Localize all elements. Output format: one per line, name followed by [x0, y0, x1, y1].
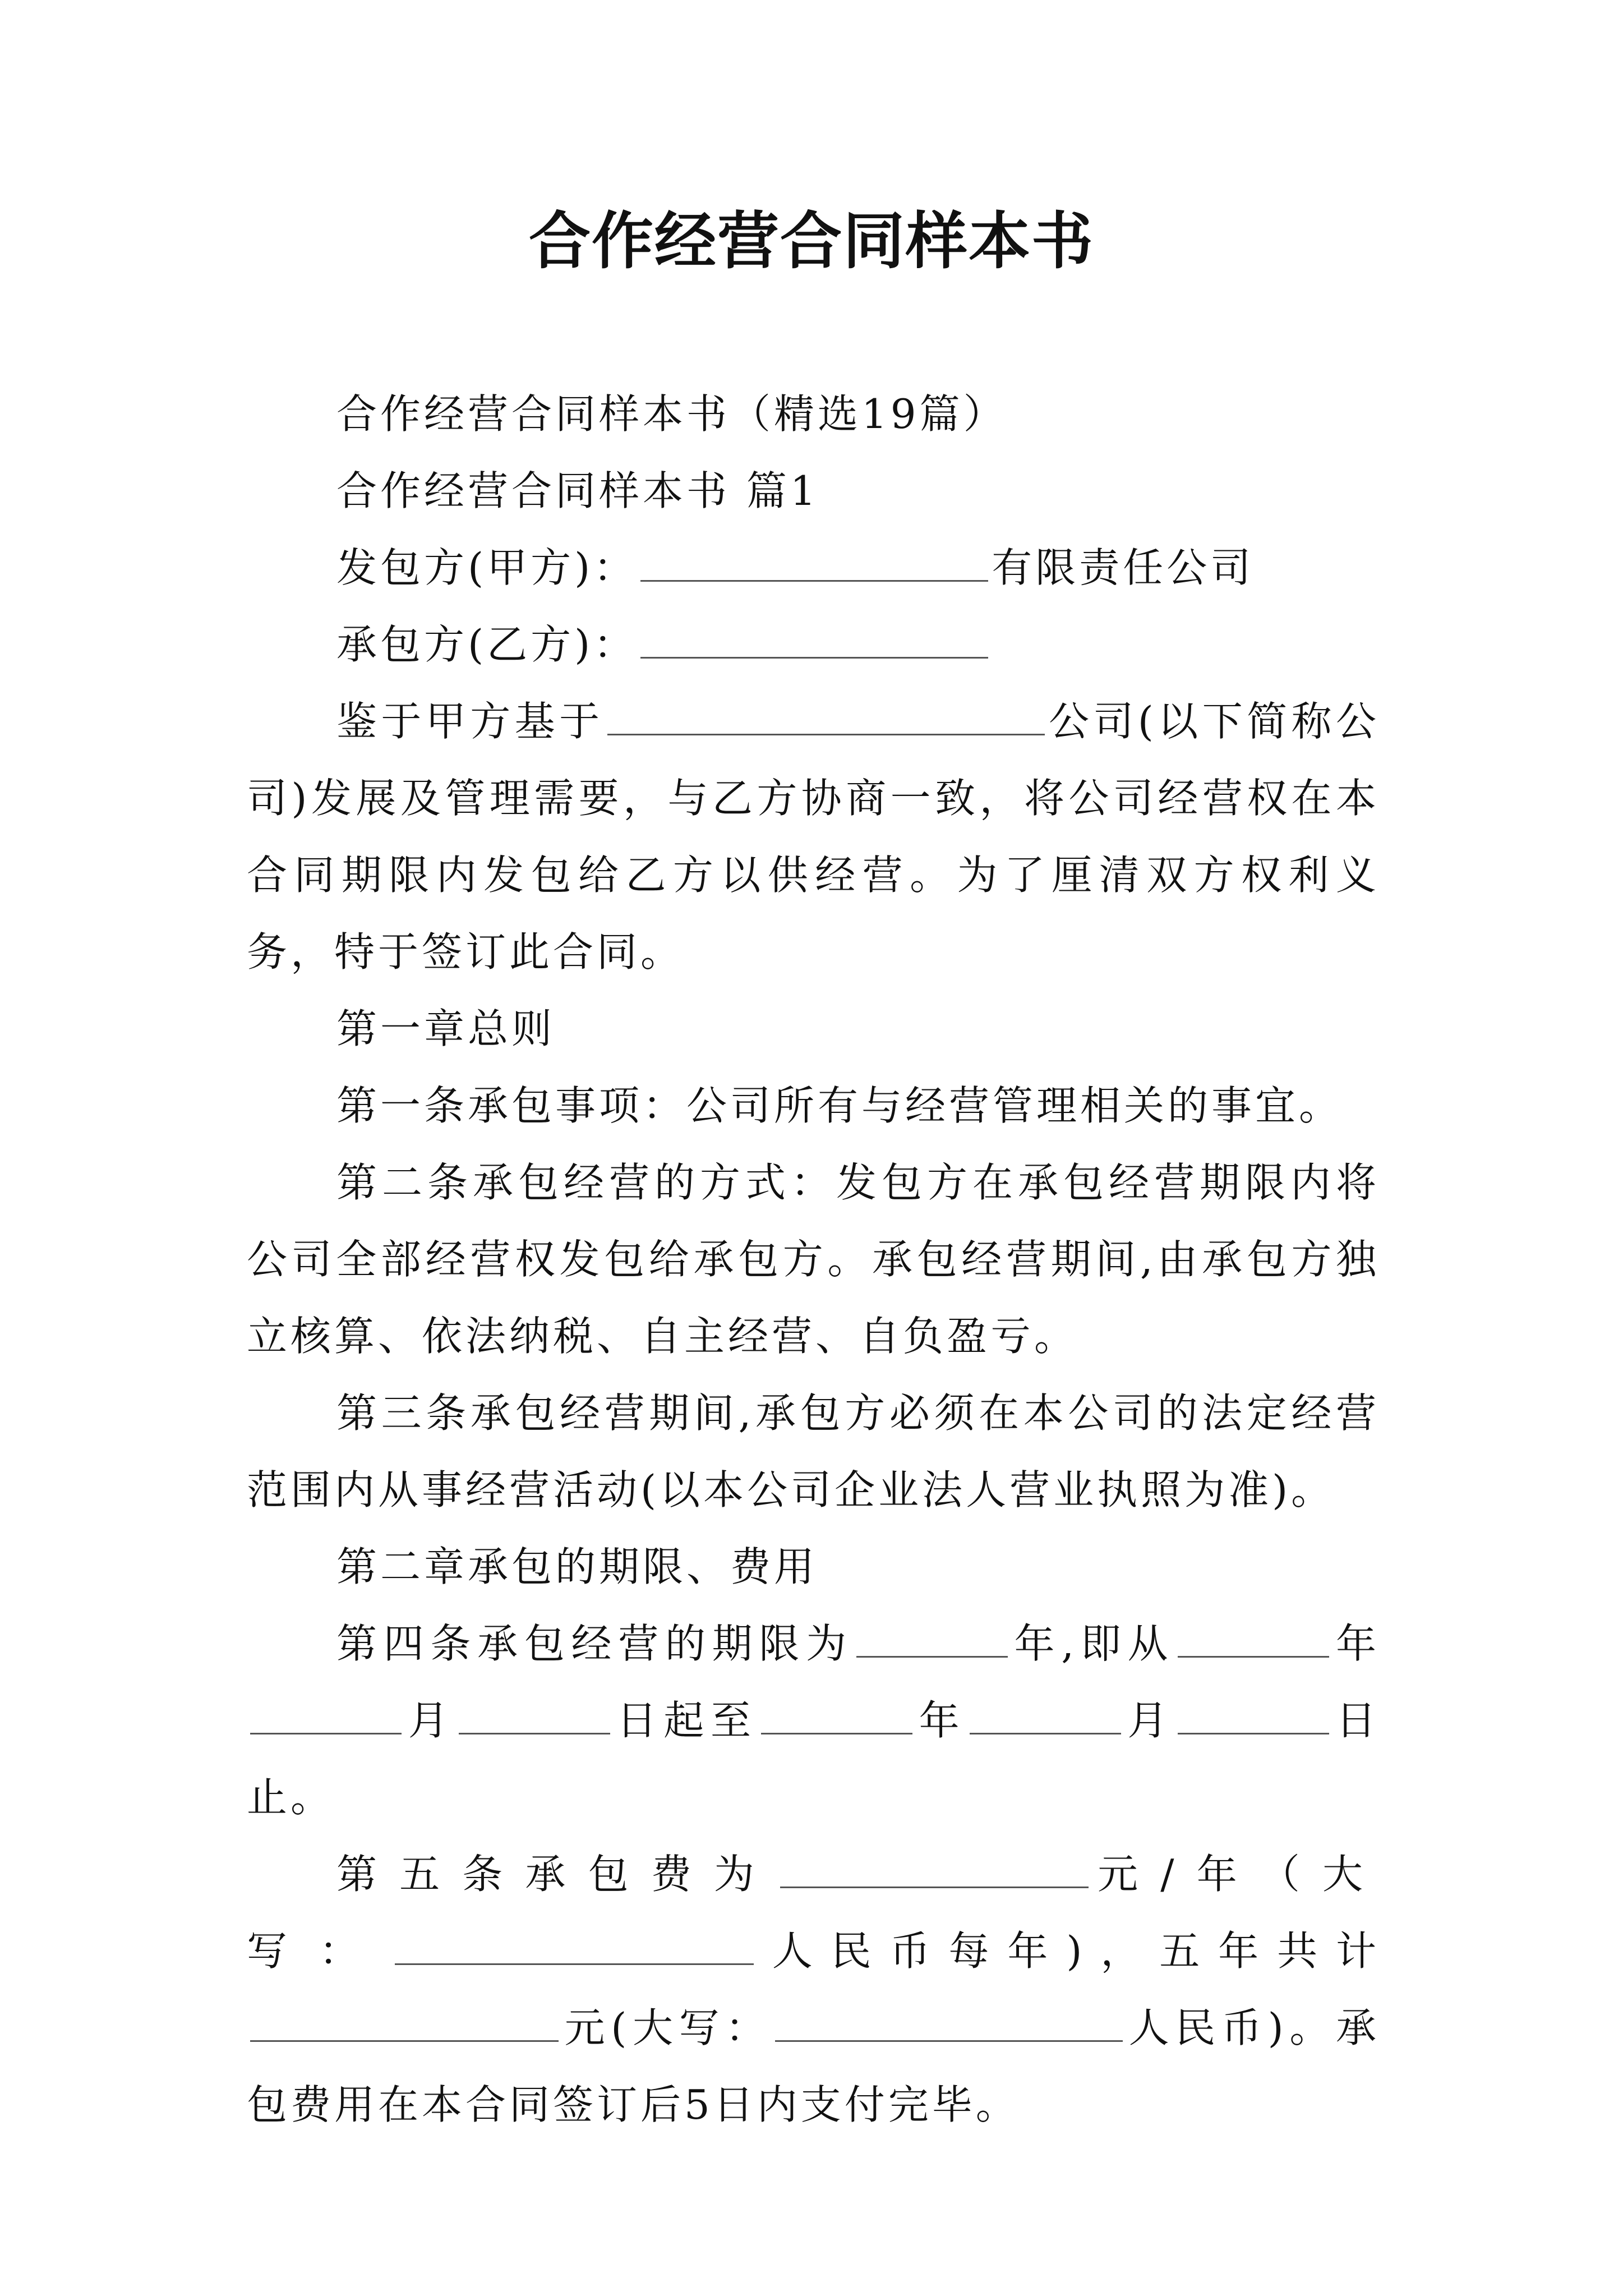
- party-a-line: [247, 530, 1380, 606]
- preamble-start: 鉴于甲方基于: [336, 698, 604, 745]
- party-b-label: 承包方(乙方)：: [336, 621, 638, 668]
- article-4-blank-end-day: [1178, 1688, 1329, 1734]
- article-5-blank-total: [250, 1995, 559, 2042]
- article-4-day1: 日起至: [613, 1697, 758, 1744]
- article-4-year2: 年: [1332, 1620, 1380, 1667]
- article-2: 第二条承包经营的方式：发包方在承包经营期限内将公司全部经营权发包给承包方。承包经营期间,由承包方独立核算、依法纳税、自主经营、自负盈亏。: [247, 1159, 1380, 1360]
- document-body: [247, 376, 1380, 2143]
- chapter-2-heading: 第二章承包的期限、费用: [336, 1543, 818, 1590]
- article-5-unit: 元/年（大写：: [247, 1851, 1380, 1975]
- article-4-day2: 日止。: [247, 1697, 1380, 1821]
- article-4-year1: 年,即从: [1011, 1620, 1175, 1667]
- article-4-month2: 月: [1124, 1697, 1175, 1744]
- article-4-blank-start-month: [250, 1688, 402, 1734]
- article-5-blank-fee: [780, 1842, 1089, 1888]
- party-a-suffix: 有限责任公司: [992, 544, 1255, 591]
- article-5-total: 元(大写：: [562, 2004, 772, 2051]
- article-3: 第三条承包经营期间,承包方必须在本公司的法定经营范围内从事经营活动(以本公司企业法人营业执照为准)。: [247, 1389, 1380, 1513]
- article-4-blank-start-year: [1178, 1611, 1329, 1658]
- section-heading: 合作经营合同样本书 篇1: [336, 467, 819, 514]
- preamble-blank: [607, 689, 1045, 735]
- document-title: 合作经营合同样本书: [529, 205, 1094, 277]
- article-5-start: 第五条承包费为: [336, 1851, 777, 1898]
- article-5: [247, 1836, 1380, 2143]
- preamble-paragraph: [247, 683, 1380, 991]
- article-4-blank-years: [856, 1611, 1008, 1658]
- party-a-label: 发包方(甲方)：: [336, 544, 638, 591]
- article-4-year3: 年: [915, 1697, 966, 1744]
- article-4-blank-start-day: [459, 1688, 610, 1734]
- party-a-blank: [640, 535, 988, 582]
- article-4-month1: 月: [405, 1697, 455, 1744]
- article-1: 第一条承包事项：公司所有与经营管理相关的事宜。: [336, 1082, 1343, 1129]
- article-5-end: 人民币)。承包费用在本合同签订后5日内支付完毕。: [247, 2004, 1380, 2128]
- article-5-blank-fee-words: [395, 1918, 754, 1965]
- party-b-line: [247, 606, 1380, 683]
- article-4-blank-end-month: [970, 1688, 1121, 1734]
- subtitle-line: 合作经营合同样本书（精选19篇）: [336, 390, 1007, 438]
- article-4-start: 第四条承包经营的期限为: [336, 1620, 853, 1667]
- article-5-blank-total-words: [775, 1995, 1123, 2042]
- preamble-rest: 公司(以下简称公司)发展及管理需要，与乙方协商一致，将公司经营权在本合同期限内发包给乙方以供经营。为了厘清双方权利义务，特于签订此合同。: [247, 698, 1380, 976]
- chapter-1-heading: 第一章总则: [336, 1005, 556, 1052]
- article-4-blank-end-year: [761, 1688, 912, 1734]
- party-b-blank: [640, 612, 988, 659]
- article-4: [247, 1605, 1380, 1836]
- article-5-rmb-year: 人民币每年)，五年共计: [757, 1927, 1380, 1975]
